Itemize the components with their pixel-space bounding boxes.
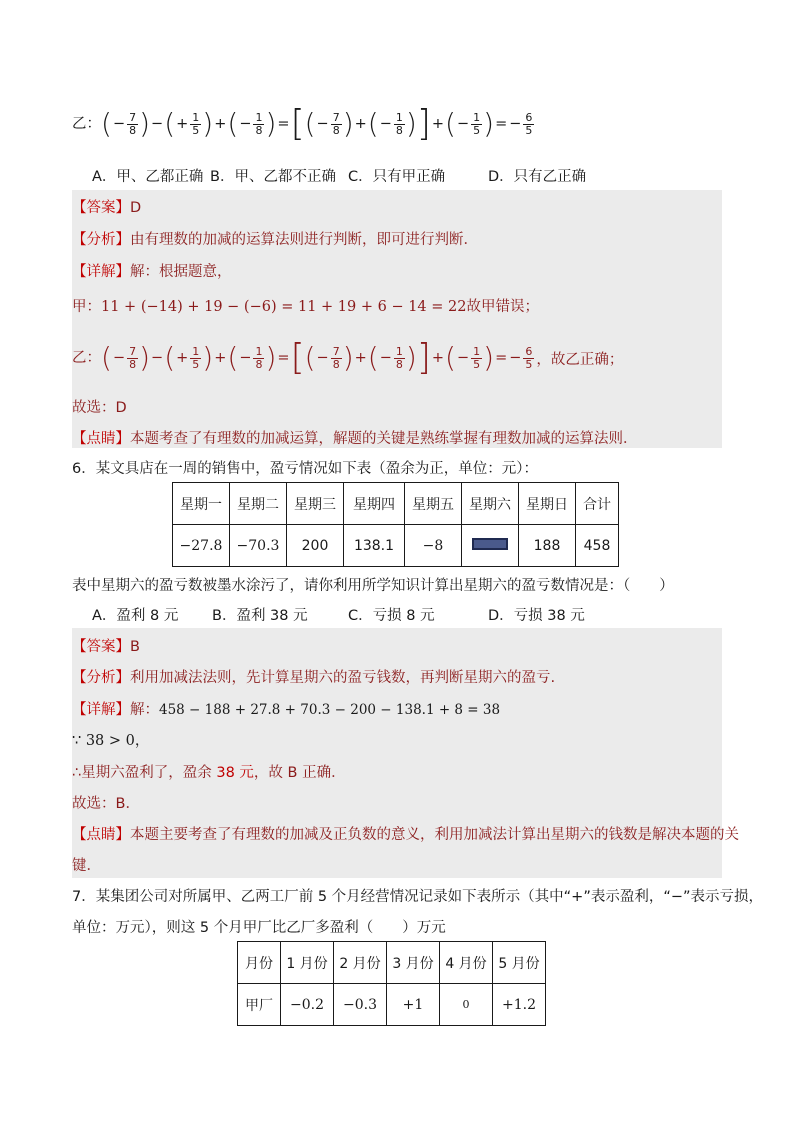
yi-expression-top: 乙：(− $\frac{7}{8}$ )−(+ $\frac{1}{5}$ )+(− $\frac{1}{8}$ )=[(− $\frac{7}{8}$ )+(− $\frac{1}{8}$ )]+(− $\frac{1}{5}$ )= − $\frac{6}{5}$ bbox=[72, 103, 533, 144]
q6-cell: −70.3 bbox=[230, 525, 287, 567]
q7-header: 月份 bbox=[238, 942, 281, 984]
q7-cell: +1.2 bbox=[493, 984, 546, 1026]
q5-options bbox=[92, 165, 586, 186]
q7-table bbox=[237, 941, 546, 1026]
q7-stem-1: 7．某集团公司对所属甲、乙两工厂前 5 个月经营情况记录如下表所示（其中“+”表示盈利，“−”表示亏损， bbox=[72, 889, 764, 905]
q7-header: 3 月份 bbox=[387, 942, 440, 984]
q5-comment: 【点睛】本题考查了有理数的加减运算，解题的关键是熟练掌握有理数加减的运算法则． bbox=[72, 431, 638, 447]
q6-therefore: ∴星期六盈利了，盈余 38 元，故 B 正确． bbox=[72, 765, 346, 781]
q7-row-label: 甲厂 bbox=[238, 984, 281, 1026]
q6-cell: −8 bbox=[405, 525, 462, 567]
q6-comment-cont: 键． bbox=[72, 858, 101, 874]
q5-analysis: 【分析】由有理数的加减的运算法则进行判断，即可进行判断． bbox=[72, 232, 478, 248]
q5-option-a: A．甲、乙都正确 bbox=[92, 169, 204, 185]
q6-question: 表中星期六的盈亏数被墨水涂污了，请你利用所学知识计算出星期六的盈亏数情况是：（ ） bbox=[72, 578, 674, 594]
q6-header: 星期五 bbox=[405, 483, 462, 525]
q7-header: 5 月份 bbox=[493, 942, 546, 984]
q6-header: 星期二 bbox=[230, 483, 287, 525]
q7-stem-2: 单位：万元），则这 5 个月甲厂比乙厂多盈利（ ）万元 bbox=[72, 920, 446, 936]
q5-answer: 【答案】D bbox=[72, 200, 142, 216]
q6-stem: 6．某文具店在一周的销售中，盈亏情况如下表（盈余为正，单位：元）： bbox=[72, 461, 538, 477]
q5-choose: 故选：D bbox=[72, 400, 127, 416]
q6-analysis: 【分析】利用加减法法则，先计算星期六的盈亏钱数，再判断星期六的盈亏. bbox=[72, 670, 556, 686]
q6-header: 星期六 bbox=[462, 483, 519, 525]
q6-cell: 138.1 bbox=[344, 525, 405, 567]
q7-cell: −0.2 bbox=[281, 984, 334, 1026]
q6-cell-ink-blot bbox=[462, 525, 519, 567]
q6-answer: 【答案】B bbox=[72, 639, 140, 655]
q6-option-c: C．亏损 8 元 bbox=[348, 608, 435, 624]
q5-option-b: B．甲、乙都不正确 bbox=[210, 169, 336, 185]
q6-comment: 【点睛】本题主要考查了有理数的加减及正负数的意义，利用加减法计算出星期六的钱数是解决本题的关 bbox=[72, 827, 739, 843]
q6-table bbox=[172, 482, 619, 567]
yi-expression-solution: 乙：(− $\frac{7}{8}$ )−(+ $\frac{1}{5}$ )+(− $\frac{1}{8}$ )=[(− $\frac{7}{8}$ )+(− $\frac{1}{8}$ )]+(− $\frac{1}{5}$ )= − $\frac{6}{5}$ ，故乙正确； bbox=[72, 337, 624, 378]
yi-label: 乙： bbox=[72, 116, 101, 132]
q6-header: 合计 bbox=[576, 483, 619, 525]
q6-cell: 200 bbox=[287, 525, 344, 567]
q6-detail: 【详解】解：458 − 188 + 27.8 + 70.3 − 200 − 138.1 + 8 = 38 bbox=[72, 702, 501, 718]
q7-header: 2 月份 bbox=[334, 942, 387, 984]
q6-cell: −27.8 bbox=[173, 525, 230, 567]
q6-option-a: A．盈利 8 元 bbox=[92, 608, 179, 624]
q6-choose: 故选：B． bbox=[72, 796, 140, 812]
q5-jia-line: 甲：11 + (−14) + 19 − (−6) = 11 + 19 + 6 − 14 = 22故甲错误； bbox=[72, 299, 539, 315]
q5-option-d: D．只有乙正确 bbox=[488, 169, 587, 185]
q6-option-d: D．亏损 38 元 bbox=[488, 608, 585, 624]
q6-header: 星期一 bbox=[173, 483, 230, 525]
q6-cell: 188 bbox=[519, 525, 576, 567]
q6-options bbox=[92, 604, 585, 625]
q5-option-c: C．只有甲正确 bbox=[348, 169, 446, 185]
q6-cell: 458 bbox=[576, 525, 619, 567]
q7-cell: 0 bbox=[440, 984, 493, 1026]
q7-header: 4 月份 bbox=[440, 942, 493, 984]
q6-because: ∵ 38 > 0， bbox=[72, 733, 150, 749]
q7-header: 1 月份 bbox=[281, 942, 334, 984]
q6-header: 星期四 bbox=[344, 483, 405, 525]
q5-detail: 【详解】解：根据题意， bbox=[72, 264, 232, 280]
q7-cell: +1 bbox=[387, 984, 440, 1026]
q6-header: 星期日 bbox=[519, 483, 576, 525]
q7-cell: −0.3 bbox=[334, 984, 387, 1026]
q6-option-b: B．盈利 38 元 bbox=[212, 608, 308, 624]
ink-blot-icon bbox=[472, 538, 508, 550]
q6-header: 星期三 bbox=[287, 483, 344, 525]
